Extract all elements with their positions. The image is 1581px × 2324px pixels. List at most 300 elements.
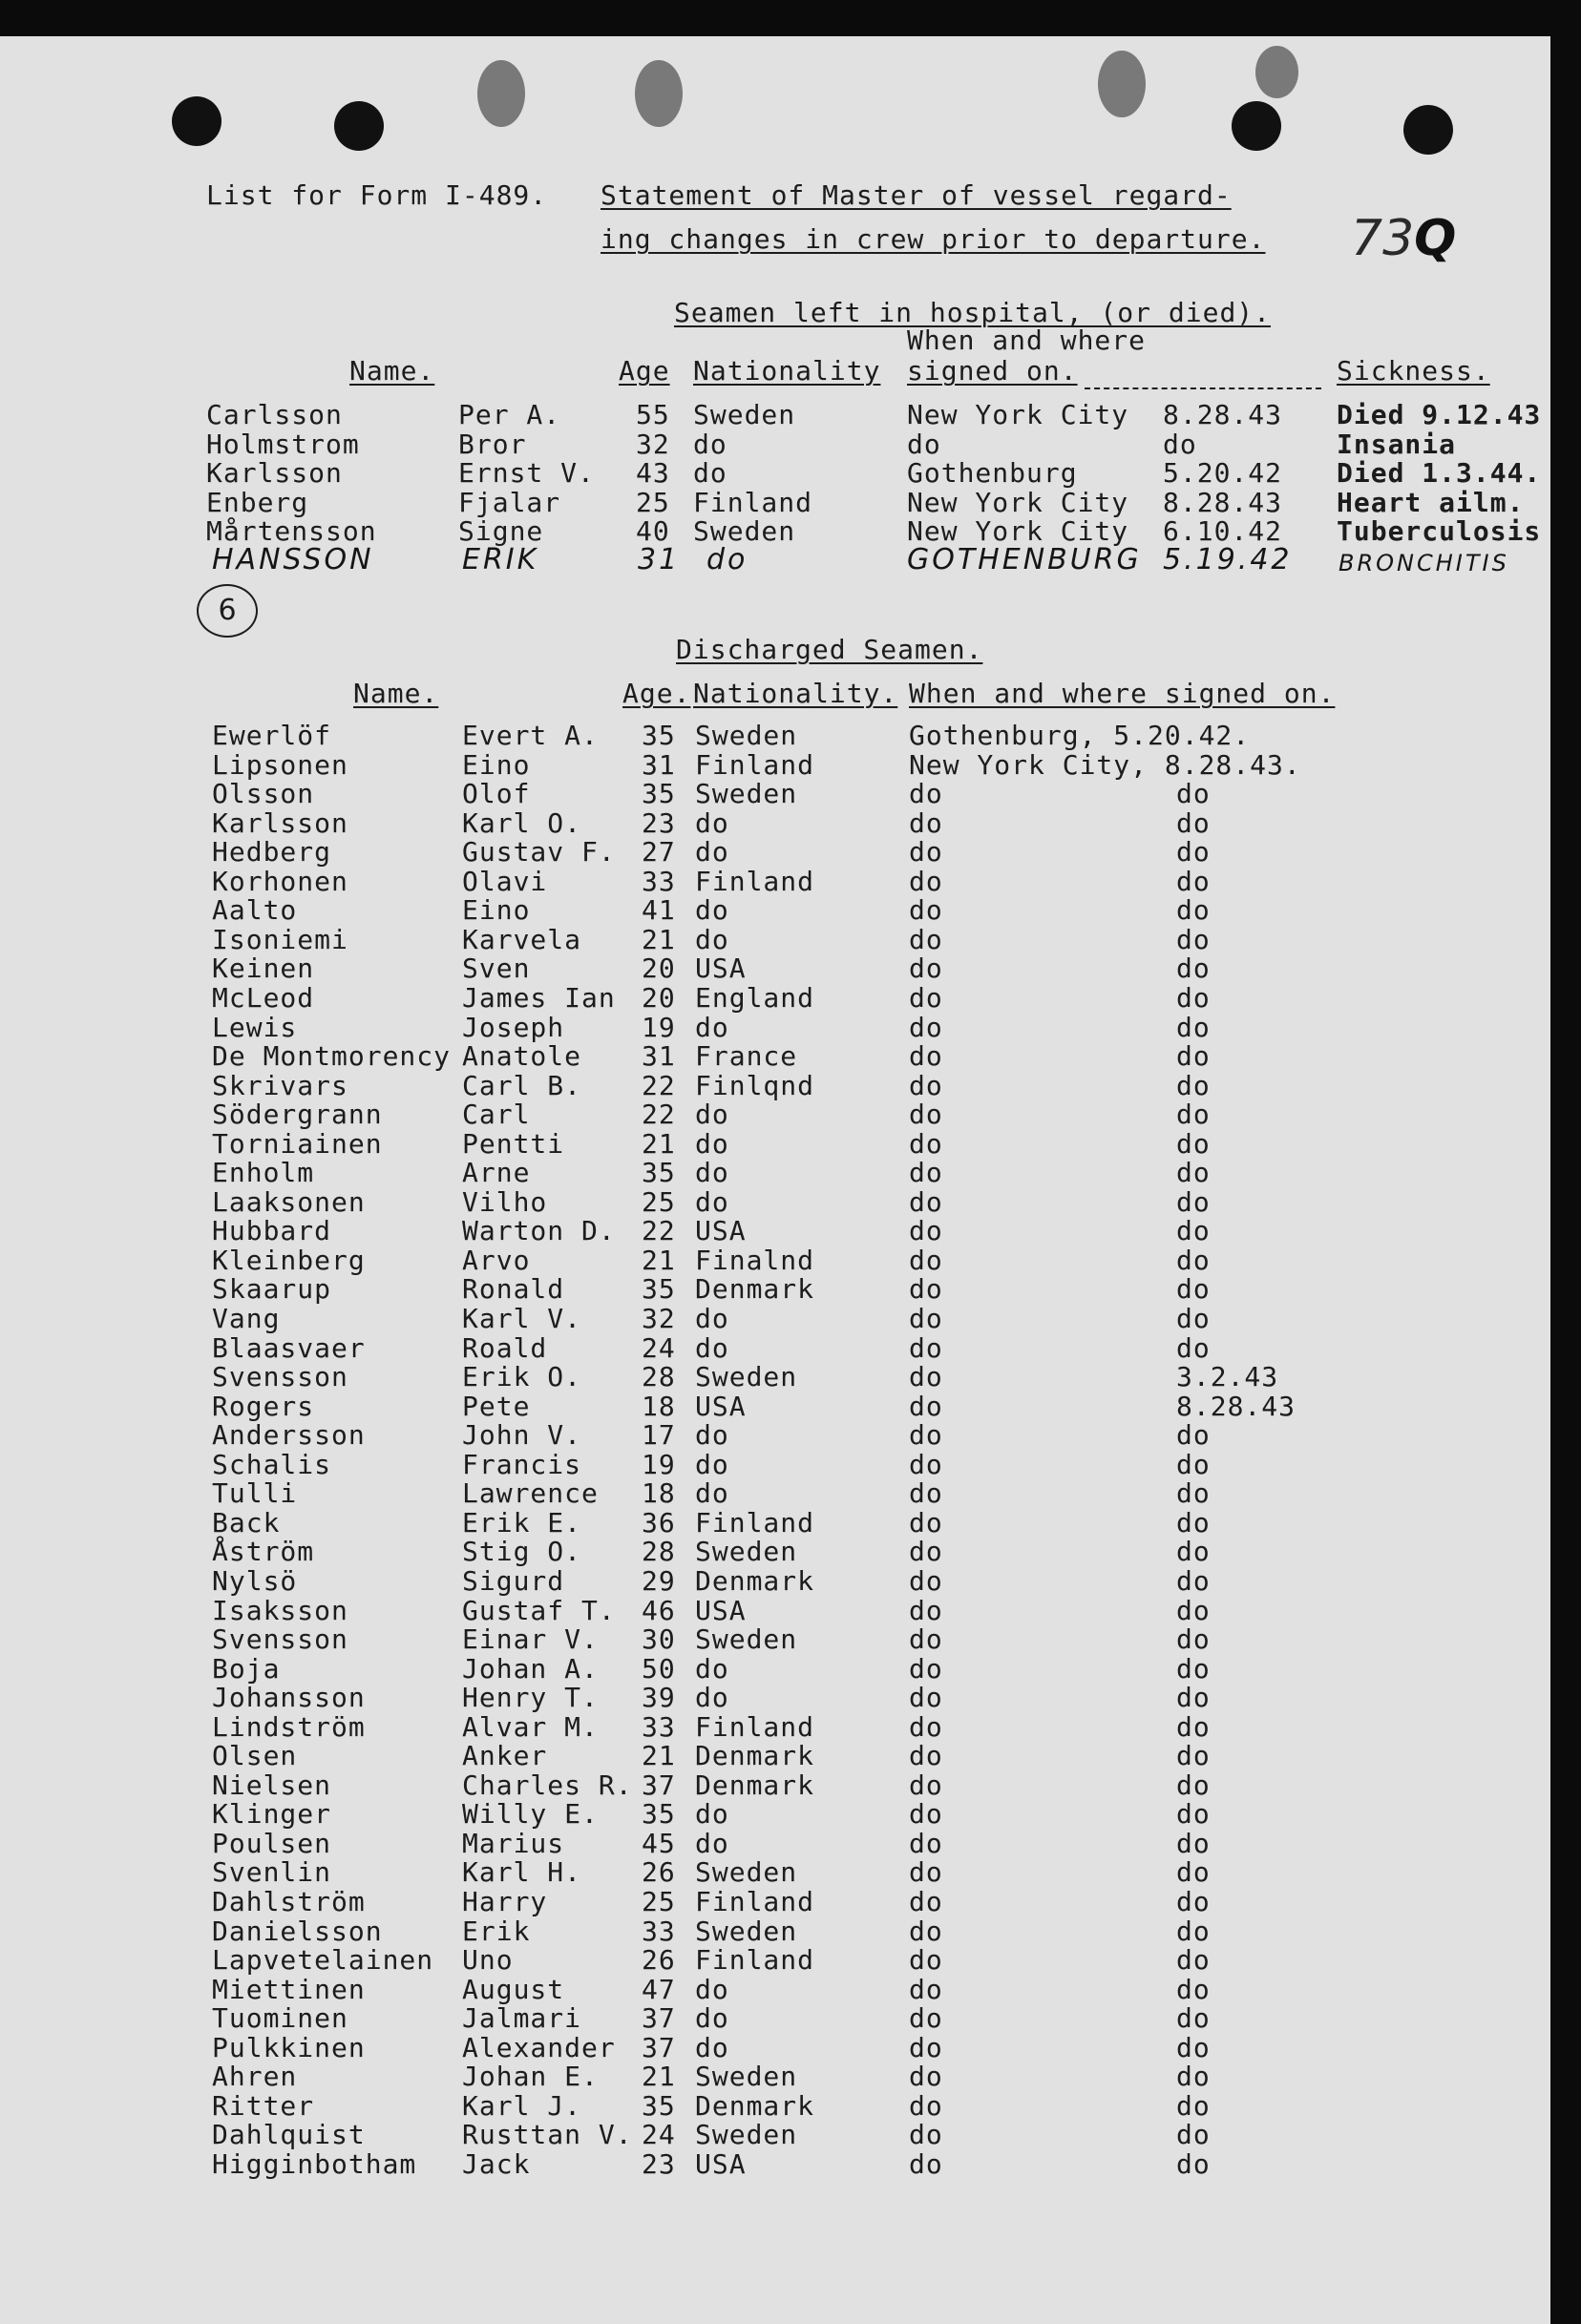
seaman-first-name: Johan A. [462, 1652, 599, 1685]
seaman-nationality: Denmark [695, 1769, 815, 1801]
seaman-nationality: Sweden [695, 1536, 798, 1568]
seaman-age: 35 [642, 1273, 676, 1306]
seaman-first-name: Henry T. [462, 1682, 599, 1714]
signed-on-place: do [909, 1157, 943, 1189]
seaman-first-name: Alexander [462, 2031, 616, 2063]
seaman-nationality: do [695, 1798, 729, 1831]
signed-on-place: do [909, 953, 943, 985]
signed-rule [1085, 387, 1321, 389]
seaman-nationality: Denmark [695, 2089, 815, 2122]
seaman-age: 35 [642, 720, 676, 751]
circled-count [197, 584, 258, 638]
signed-on-date: 8.28.43 [1163, 399, 1283, 430]
seaman-nationality: France [695, 1040, 798, 1073]
signed-on-place: do [909, 778, 943, 810]
seaman-age: 26 [642, 1944, 676, 1977]
seaman-last-name: Hubbard [212, 1215, 332, 1247]
seaman-age: 33 [642, 865, 676, 897]
seaman-nationality: do [695, 1185, 729, 1218]
signed-on-date: do [1176, 806, 1211, 839]
seaman-last-name: Nielsen [212, 1769, 332, 1801]
seaman-first-name: Pete [462, 1390, 531, 1422]
signed-on-place: do [909, 1099, 943, 1131]
seaman-age: 25 [642, 1185, 676, 1218]
handwritten-sickness: BRONCHITIS [1339, 550, 1509, 576]
seaman-first-name: Arne [462, 1157, 531, 1189]
seaman-nationality: Sweden [695, 1915, 798, 1947]
punch-hole [172, 96, 221, 146]
seaman-nationality: do [695, 1419, 729, 1452]
seaman-age: 19 [642, 1011, 676, 1043]
ink-smudge [1098, 51, 1146, 117]
seaman-age: 31 [642, 748, 676, 781]
signed-on-date: do [1176, 1419, 1211, 1452]
sickness: Heart ailm. [1337, 486, 1525, 518]
signed-on-place: New York City, 8.28.43. [909, 748, 1301, 781]
signed-on-place: do [909, 1915, 943, 1947]
signed-on-date: do [1176, 1303, 1211, 1334]
seaman-first-name: Marius [462, 1827, 565, 1859]
seaman-first-name: Joseph [462, 1011, 565, 1043]
signed-on-place: do [909, 1740, 943, 1772]
signed-on-date: do [1176, 1594, 1211, 1626]
seaman-last-name: Skaarup [212, 1273, 332, 1306]
seaman-nationality: do [695, 1099, 729, 1131]
signed-on-place: do [909, 1303, 943, 1334]
seaman-first-name: Per A. [458, 399, 561, 430]
seaman-nationality: Finalnd [695, 1244, 815, 1276]
signed-on-place: do [909, 981, 943, 1014]
seaman-last-name: Poulsen [212, 1827, 332, 1859]
statement-line-1: Statement of Master of vessel regard- [601, 179, 1232, 211]
signed-on-place: do [909, 1419, 943, 1452]
signed-on-place: do [909, 923, 943, 955]
seaman-first-name: Olof [462, 778, 531, 810]
signed-on-date: do [1176, 1477, 1211, 1510]
seaman-nationality: do [695, 1973, 729, 2005]
seaman-nationality: Sweden [695, 1856, 798, 1889]
seaman-last-name: Isaksson [212, 1594, 348, 1626]
punch-hole [334, 101, 384, 151]
seaman-age: 25 [642, 1886, 676, 1917]
seaman-age: 21 [642, 1740, 676, 1772]
sickness: Died 1.3.44. [1337, 457, 1542, 489]
seaman-last-name: Svensson [212, 1361, 348, 1393]
seaman-age: 35 [642, 1157, 676, 1189]
seaman-nationality: do [695, 1827, 729, 1859]
seaman-last-name: Blaasvaer [212, 1331, 366, 1364]
seaman-nationality: Finland [695, 1506, 815, 1539]
seaman-nationality: Sweden [695, 1361, 798, 1393]
seaman-age: 28 [642, 1536, 676, 1568]
signed-on-date: do [1176, 1215, 1211, 1247]
seaman-nationality: do [695, 923, 729, 955]
seaman-last-name: Skrivars [212, 1069, 348, 1101]
signed-on-date: do [1176, 1185, 1211, 1218]
seaman-nationality: do [695, 2002, 729, 2035]
seaman-nationality: Sweden [695, 1623, 798, 1656]
signed-on-place: do [909, 1448, 943, 1480]
seaman-first-name: Uno [462, 1944, 514, 1977]
signed-on-place: do [909, 1594, 943, 1626]
signed-on-date: do [1176, 2061, 1211, 2093]
signed-on-date: do [1176, 1915, 1211, 1947]
seaman-first-name: Lawrence [462, 1477, 599, 1510]
seaman-age: 21 [642, 1127, 676, 1160]
signed-on-date: do [1176, 2147, 1211, 2180]
signed-on-place: do [907, 428, 941, 460]
seaman-first-name: Carl [462, 1099, 531, 1131]
seaman-age: 22 [642, 1099, 676, 1131]
seaman-first-name: Harry [462, 1886, 548, 1917]
seaman-first-name: Karl H. [462, 1856, 582, 1889]
seaman-last-name: Ahren [212, 2061, 298, 2093]
seaman-first-name: Ernst V. [458, 457, 595, 489]
seaman-age: 43 [636, 457, 670, 489]
seaman-last-name: Tuominen [212, 2002, 348, 2035]
seaman-age: 24 [642, 1331, 676, 1364]
signed-on-place: New York City [907, 486, 1129, 518]
seaman-nationality: Sweden [693, 515, 796, 547]
signed-on-date: do [1176, 1564, 1211, 1597]
seaman-nationality: Sweden [695, 2061, 798, 2093]
signed-on-date: do [1176, 1331, 1211, 1364]
seaman-first-name: Evert A. [462, 720, 599, 751]
seaman-first-name: Olavi [462, 865, 548, 897]
seaman-age: 25 [636, 486, 670, 518]
seaman-first-name: Gustav F. [462, 836, 616, 869]
seaman-first-name: Arvo [462, 1244, 531, 1276]
seaman-last-name: Klinger [212, 1798, 332, 1831]
signed-on-place: do [909, 1856, 943, 1889]
seaman-nationality: Sweden [693, 399, 796, 430]
signed-on-place: do [909, 1944, 943, 1977]
signed-on-place: do [909, 1652, 943, 1685]
signed-on-date: 8.28.43 [1163, 486, 1283, 518]
seaman-last-name: Olsson [212, 778, 315, 810]
seaman-nationality: USA [695, 1215, 747, 1247]
seaman-age: 32 [636, 428, 670, 460]
seaman-last-name: Danielsson [212, 1915, 383, 1947]
seaman-nationality: do [695, 894, 729, 927]
signed-on-place: Gothenburg [907, 457, 1078, 489]
seaman-nationality: do [693, 428, 727, 460]
seaman-nationality: do [695, 1011, 729, 1043]
handwritten-place: GOTHENBURG [907, 543, 1142, 576]
seaman-age: 22 [642, 1215, 676, 1247]
seaman-first-name: Ronald [462, 1273, 565, 1306]
signed-on-date: do [1176, 2089, 1211, 2122]
seaman-nationality: Finland [695, 1944, 815, 1977]
handwritten-first: ERIK [462, 543, 539, 576]
seaman-nationality: do [695, 1477, 729, 1510]
seaman-nationality: USA [695, 953, 747, 985]
seaman-age: 20 [642, 953, 676, 985]
seaman-first-name: Erik E. [462, 1506, 582, 1539]
signed-on-place: do [909, 2147, 943, 2180]
section1-col-age: Age [619, 355, 670, 387]
signed-on-place: do [909, 1536, 943, 1568]
signed-on-place: do [909, 2119, 943, 2151]
seaman-last-name: Higginbotham [212, 2147, 417, 2180]
seaman-age: 37 [642, 1769, 676, 1801]
seaman-age: 36 [642, 1506, 676, 1539]
seaman-age: 17 [642, 1419, 676, 1452]
seaman-age: 46 [642, 1594, 676, 1626]
section1-col-nationality: Nationality [693, 355, 881, 387]
signed-on-place: do [909, 894, 943, 927]
seaman-last-name: Boja [212, 1652, 281, 1685]
punch-hole [1232, 101, 1281, 151]
signed-on-date: do [1176, 2119, 1211, 2151]
signed-on-date: do [1176, 2002, 1211, 2035]
seaman-age: 29 [642, 1564, 676, 1597]
seaman-first-name: Eino [462, 748, 531, 781]
seaman-last-name: Pulkkinen [212, 2031, 366, 2063]
signed-on-place: New York City [907, 515, 1129, 547]
seaman-age: 33 [642, 1915, 676, 1947]
sickness: Insania [1337, 428, 1457, 460]
section2-col-nationality: Nationality. [693, 678, 898, 709]
signed-on-date: do [1176, 1040, 1211, 1073]
seaman-first-name: Erik [462, 1915, 531, 1947]
seaman-last-name: Holmstrom [206, 428, 360, 460]
seaman-first-name: Sven [462, 953, 531, 985]
signed-on-date: do [1176, 778, 1211, 810]
seaman-age: 45 [642, 1827, 676, 1859]
seaman-first-name: Johan E. [462, 2061, 599, 2093]
seaman-age: 21 [642, 923, 676, 955]
signed-on-place: do [909, 1477, 943, 1510]
signed-on-date: do [1176, 1623, 1211, 1656]
seaman-age: 33 [642, 1710, 676, 1743]
signed-on-place: do [909, 1011, 943, 1043]
seaman-first-name: Francis [462, 1448, 582, 1480]
signed-on-place: do [909, 1798, 943, 1831]
signed-on-date: do [1176, 1506, 1211, 1539]
seaman-age: 37 [642, 2002, 676, 2035]
seaman-nationality: USA [695, 1390, 747, 1422]
seaman-age: 41 [642, 894, 676, 927]
seaman-last-name: Dahlquist [212, 2119, 366, 2151]
seaman-age: 28 [642, 1361, 676, 1393]
seaman-last-name: Andersson [212, 1419, 366, 1452]
seaman-nationality: do [695, 836, 729, 869]
signed-on-date: 8.28.43 [1176, 1390, 1296, 1422]
seaman-age: 37 [642, 2031, 676, 2063]
signed-on-place: do [909, 1361, 943, 1393]
seaman-first-name: Pentti [462, 1127, 565, 1160]
seaman-age: 35 [642, 778, 676, 810]
signed-on-date: do [1176, 1536, 1211, 1568]
seaman-last-name: Aalto [212, 894, 298, 927]
signed-on-date: 5.20.42 [1163, 457, 1283, 489]
seaman-nationality: Finlqnd [695, 1069, 815, 1101]
section1-col-signed: signed on. [907, 355, 1078, 387]
seaman-nationality: Denmark [695, 1273, 815, 1306]
signed-on-date: do [1176, 923, 1211, 955]
seaman-last-name: Enholm [212, 1157, 315, 1189]
seaman-nationality: Sweden [695, 2119, 798, 2151]
signed-on-place: do [909, 2031, 943, 2063]
signed-on-place: do [909, 1682, 943, 1714]
seaman-first-name: James Ian [462, 981, 616, 1014]
signed-on-date: do [1176, 1069, 1211, 1101]
signed-on-date: do [1176, 1273, 1211, 1306]
seaman-age: 39 [642, 1682, 676, 1714]
seaman-last-name: Lewis [212, 1011, 298, 1043]
seaman-last-name: Back [212, 1506, 281, 1539]
seaman-nationality: USA [695, 2147, 747, 2180]
signed-on-date: do [1176, 1011, 1211, 1043]
signed-on-place: do [909, 865, 943, 897]
seaman-last-name: Tulli [212, 1477, 298, 1510]
seaman-age: 18 [642, 1390, 676, 1422]
seaman-age: 32 [642, 1303, 676, 1334]
seaman-last-name: Södergrann [212, 1099, 383, 1131]
seaman-first-name: Karl V. [462, 1303, 582, 1334]
seaman-first-name: Karl O. [462, 806, 582, 839]
signed-on-date: do [1176, 1099, 1211, 1131]
seaman-last-name: Schalis [212, 1448, 332, 1480]
seaman-first-name: Warton D. [462, 1215, 616, 1247]
signed-on-place: do [909, 1244, 943, 1276]
signed-on-date: do [1176, 1973, 1211, 2005]
seaman-last-name: Ewerlöf [212, 720, 332, 751]
section2-col-name: Name. [353, 678, 439, 709]
seaman-nationality: do [695, 1331, 729, 1364]
seaman-age: 27 [642, 836, 676, 869]
seaman-nationality: Finland [695, 748, 815, 781]
seaman-last-name: Nylsö [212, 1564, 298, 1597]
signed-on-date: do [1176, 1856, 1211, 1889]
seaman-nationality: Denmark [695, 1564, 815, 1597]
seaman-first-name: Stig O. [462, 1536, 582, 1568]
seaman-first-name: Anker [462, 1740, 548, 1772]
seaman-last-name: Enberg [206, 486, 309, 518]
section1-title: Seamen left in hospital, (or died). [674, 297, 1272, 328]
seaman-nationality: do [695, 806, 729, 839]
form-label: List for Form I-489. [206, 179, 548, 211]
seaman-nationality: do [695, 1157, 729, 1189]
signed-on-date: do [1176, 1652, 1211, 1685]
signed-on-date: do [1176, 1244, 1211, 1276]
signed-on-place: New York City [907, 399, 1129, 430]
sickness: Tuberculosis [1337, 515, 1542, 547]
section1-col-sickness: Sickness. [1337, 355, 1490, 387]
seaman-first-name: Jalmari [462, 2002, 582, 2035]
seaman-first-name: Karvela [462, 923, 582, 955]
seaman-last-name: Lipsonen [212, 748, 348, 781]
seaman-age: 30 [642, 1623, 676, 1656]
signed-on-date: do [1176, 1127, 1211, 1160]
seaman-last-name: Korhonen [212, 865, 348, 897]
seaman-first-name: Vilho [462, 1185, 548, 1218]
signed-on-date: 6.10.42 [1163, 515, 1283, 547]
page-number-letter: Q [1414, 210, 1457, 267]
seaman-first-name: Bror [458, 428, 527, 460]
seaman-age: 50 [642, 1652, 676, 1685]
signed-on-place: do [909, 1710, 943, 1743]
seaman-last-name: Torniainen [212, 1127, 383, 1160]
signed-on-place: do [909, 1040, 943, 1073]
signed-on-date: do [1176, 2031, 1211, 2063]
seaman-age: 26 [642, 1856, 676, 1889]
seaman-nationality: Finland [693, 486, 813, 518]
seaman-first-name: Gustaf T. [462, 1594, 616, 1626]
signed-on-date: do [1176, 1944, 1211, 1977]
seaman-last-name: McLeod [212, 981, 315, 1014]
page-number-digits: 73 [1351, 210, 1415, 267]
seaman-first-name: August [462, 1973, 565, 2005]
signed-on-date: 3.2.43 [1176, 1361, 1279, 1393]
seaman-last-name: Lapvetelainen [212, 1944, 434, 1977]
signed-on-place: do [909, 1973, 943, 2005]
signed-on-date: do [1176, 894, 1211, 927]
seaman-first-name: Charles R. [462, 1769, 633, 1801]
signed-on-place: do [909, 1506, 943, 1539]
seaman-nationality: do [695, 1448, 729, 1480]
seaman-nationality: Finland [695, 1710, 815, 1743]
seaman-last-name: Kleinberg [212, 1244, 366, 1276]
section2-col-when: When and where signed on. [909, 678, 1336, 709]
seaman-age: 19 [642, 1448, 676, 1480]
signed-on-date: do [1176, 1886, 1211, 1917]
signed-on-date: do [1163, 428, 1197, 460]
signed-on-place: do [909, 2089, 943, 2122]
ink-smudge [477, 60, 525, 127]
seaman-last-name: Keinen [212, 953, 315, 985]
seaman-last-name: Dahlström [212, 1886, 366, 1917]
seaman-age: 47 [642, 1973, 676, 2005]
seaman-last-name: Olsen [212, 1740, 298, 1772]
signed-on-date: do [1176, 836, 1211, 869]
seaman-first-name: Alvar M. [462, 1710, 599, 1743]
signed-on-place: do [909, 1623, 943, 1656]
signed-on-place: do [909, 806, 943, 839]
seaman-age: 55 [636, 399, 670, 430]
section2-title: Discharged Seamen. [676, 634, 983, 665]
section2-col-age: Age. [622, 678, 691, 709]
ink-smudge [1255, 46, 1298, 98]
seaman-last-name: Ritter [212, 2089, 315, 2122]
seaman-first-name: Anatole [462, 1040, 582, 1073]
seaman-last-name: Mårtensson [206, 515, 377, 547]
signed-on-place: do [909, 1273, 943, 1306]
punch-hole [1403, 105, 1453, 155]
signed-on-place: do [909, 1769, 943, 1801]
seaman-age: 21 [642, 2061, 676, 2093]
handwritten-nat: do [706, 543, 748, 576]
seaman-first-name: Roald [462, 1331, 548, 1364]
seaman-last-name: Carlsson [206, 399, 343, 430]
signed-on-place: do [909, 1827, 943, 1859]
page-number [1351, 210, 1456, 267]
signed-on-date: do [1176, 1682, 1211, 1714]
seaman-first-name: Karl J. [462, 2089, 582, 2122]
seaman-first-name: Eino [462, 894, 531, 927]
signed-on-date: do [1176, 1157, 1211, 1189]
seaman-age: 24 [642, 2119, 676, 2151]
seaman-last-name: Karlsson [212, 806, 348, 839]
signed-on-date: do [1176, 1798, 1211, 1831]
seaman-last-name: Karlsson [206, 457, 343, 489]
signed-on-place: Gothenburg, 5.20.42. [909, 720, 1251, 751]
seaman-nationality: do [695, 1127, 729, 1160]
seaman-first-name: Sigurd [462, 1564, 565, 1597]
signed-on-date: do [1176, 953, 1211, 985]
seaman-first-name: Willy E. [462, 1798, 599, 1831]
